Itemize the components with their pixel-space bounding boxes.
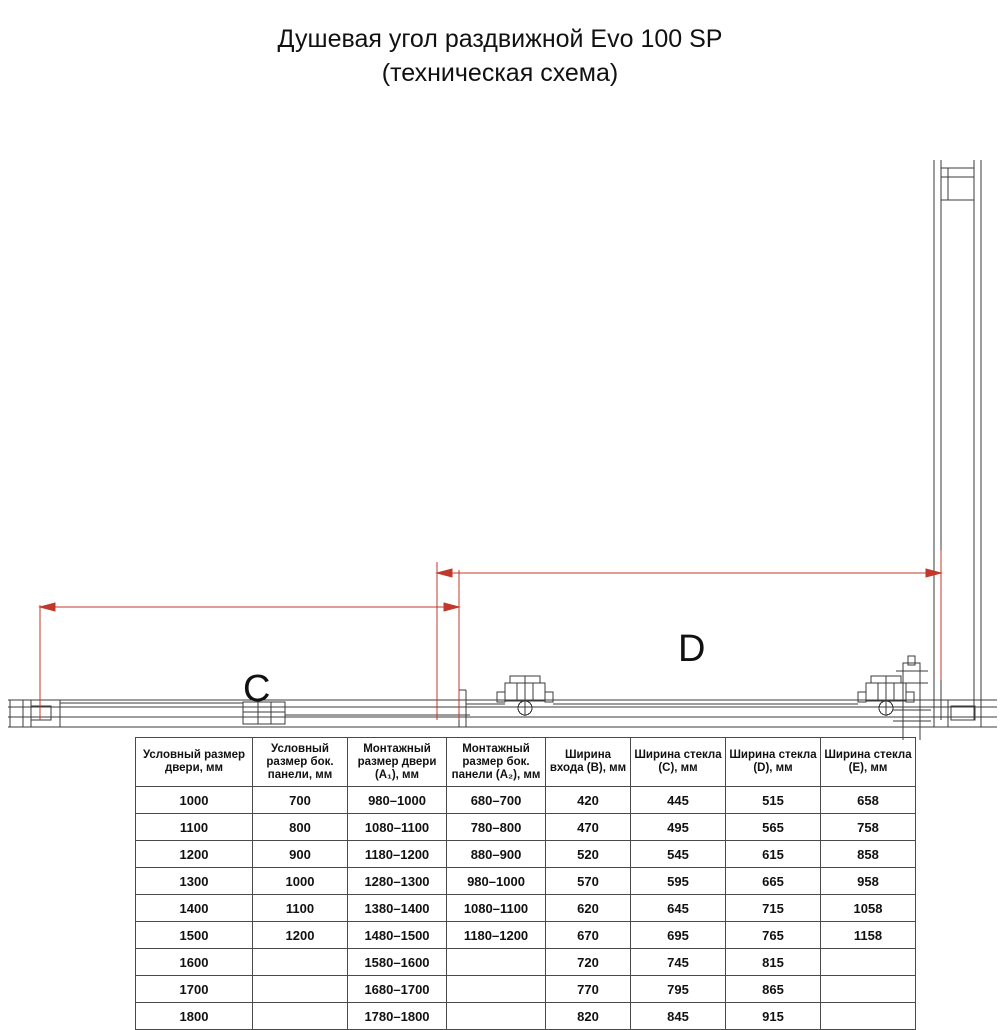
table-header-cell: Условный размер бок. панели, мм [253, 738, 348, 787]
table-header-cell: Условный размер двери, мм [136, 738, 253, 787]
table-cell: 470 [546, 814, 631, 841]
table-cell: 1058 [821, 895, 916, 922]
dimension-lines [40, 550, 941, 720]
table-row [136, 976, 916, 1003]
table-cell: 445 [631, 787, 726, 814]
table-row [136, 841, 916, 868]
table-header-cell: Ширина стекла (D), мм [726, 738, 821, 787]
table-cell: 845 [631, 1003, 726, 1030]
drawing-canvas [0, 120, 1000, 740]
table-cell: 1780–1800 [348, 1003, 447, 1030]
table-row [136, 787, 916, 814]
table-cell: 858 [821, 841, 916, 868]
table-cell: 1180–1200 [447, 922, 546, 949]
table-cell: 658 [821, 787, 916, 814]
center-vertical-divider [459, 690, 466, 727]
table-cell: 1480–1500 [348, 922, 447, 949]
table-cell: 820 [546, 1003, 631, 1030]
table-cell: 720 [546, 949, 631, 976]
table-cell: 1158 [821, 922, 916, 949]
table-row [136, 949, 916, 976]
table-cell [447, 976, 546, 1003]
table-cell: 520 [546, 841, 631, 868]
dimension-label-c: C [243, 668, 271, 710]
table-cell [253, 949, 348, 976]
table-cell: 420 [546, 787, 631, 814]
table-cell: 1200 [253, 922, 348, 949]
table-cell: 695 [631, 922, 726, 949]
table-cell: 770 [546, 976, 631, 1003]
table-cell: 1580–1600 [348, 949, 447, 976]
left-end-cap [10, 700, 60, 727]
table-body [136, 787, 916, 1030]
table-cell [447, 1003, 546, 1030]
dimension-label-d: D [678, 628, 706, 670]
table-cell: 1300 [136, 868, 253, 895]
table-head [136, 738, 916, 787]
table-cell: 700 [253, 787, 348, 814]
table-row [136, 814, 916, 841]
table-cell: 545 [631, 841, 726, 868]
table-cell: 1000 [136, 787, 253, 814]
table-cell: 880–900 [447, 841, 546, 868]
table-cell: 565 [726, 814, 821, 841]
table-cell: 958 [821, 868, 916, 895]
table-cell [253, 976, 348, 1003]
table-cell: 1400 [136, 895, 253, 922]
table-cell: 1000 [253, 868, 348, 895]
table-cell: 620 [546, 895, 631, 922]
table-header-cell: Монтажный размер двери (A₁), мм [348, 738, 447, 787]
table-cell: 1680–1700 [348, 976, 447, 1003]
specifications-table [135, 737, 916, 1030]
table-cell [253, 1003, 348, 1030]
page-title [0, 22, 1000, 90]
table-cell: 1180–1200 [348, 841, 447, 868]
table-cell: 665 [726, 868, 821, 895]
table-cell: 1380–1400 [348, 895, 447, 922]
table-cell: 615 [726, 841, 821, 868]
table-row [136, 1003, 916, 1030]
table-cell: 980–1000 [447, 868, 546, 895]
table-cell: 780–800 [447, 814, 546, 841]
page-title-line-2: (техническая схема) [381, 59, 619, 87]
table-header-cell: Монтажный размер бок. панели (A₂), мм [447, 738, 546, 787]
table-cell: 515 [726, 787, 821, 814]
table-row [136, 895, 916, 922]
table-cell: 680–700 [447, 787, 546, 814]
table-cell: 915 [726, 1003, 821, 1030]
page-title-line-1: Душевая угол раздвижной Evo 100 SP [277, 25, 723, 53]
table-cell: 495 [631, 814, 726, 841]
table-cell: 645 [631, 895, 726, 922]
table-cell: 765 [726, 922, 821, 949]
table-cell [821, 949, 916, 976]
table-header-row [136, 738, 916, 787]
table-cell: 1280–1300 [348, 868, 447, 895]
table-cell: 800 [253, 814, 348, 841]
left-slider-detail [243, 702, 470, 724]
table-cell [821, 976, 916, 1003]
table-cell: 1100 [253, 895, 348, 922]
table-cell: 1800 [136, 1003, 253, 1030]
table-cell: 980–1000 [348, 787, 447, 814]
table-cell: 1100 [136, 814, 253, 841]
table-row [136, 922, 916, 949]
table-cell: 1700 [136, 976, 253, 1003]
table-cell: 865 [726, 976, 821, 1003]
table-cell: 795 [631, 976, 726, 1003]
table-cell [447, 949, 546, 976]
table-cell: 595 [631, 868, 726, 895]
table-cell: 715 [726, 895, 821, 922]
table-header-cell: Ширина стекла (C), мм [631, 738, 726, 787]
table-cell: 1080–1100 [447, 895, 546, 922]
table-cell: 745 [631, 949, 726, 976]
table-cell: 758 [821, 814, 916, 841]
table-cell: 900 [253, 841, 348, 868]
table-cell [821, 1003, 916, 1030]
table-cell: 1200 [136, 841, 253, 868]
table-cell: 670 [546, 922, 631, 949]
table-cell: 1500 [136, 922, 253, 949]
table-cell: 570 [546, 868, 631, 895]
table-header-cell: Ширина входа (B), мм [546, 738, 631, 787]
table-cell: 815 [726, 949, 821, 976]
table-header-cell: Ширина стекла (E), мм [821, 738, 916, 787]
roller-carriage-left [497, 676, 553, 716]
table-row [136, 868, 916, 895]
table-cell: 1080–1100 [348, 814, 447, 841]
table-cell: 1600 [136, 949, 253, 976]
technical-drawing [0, 120, 1000, 740]
